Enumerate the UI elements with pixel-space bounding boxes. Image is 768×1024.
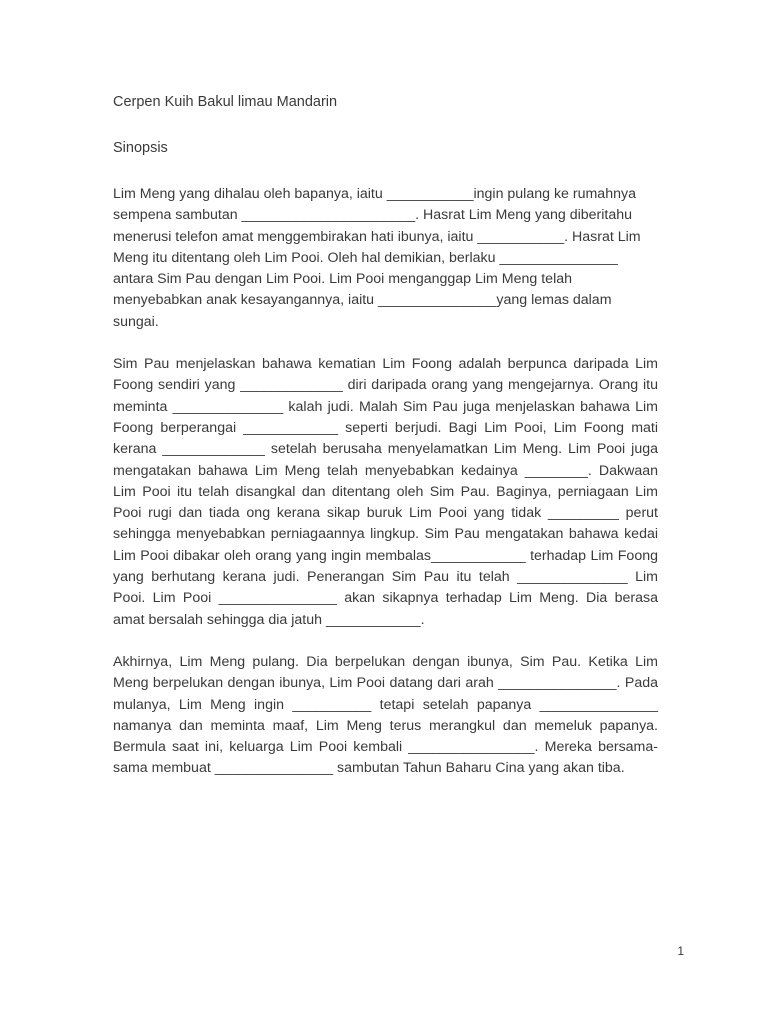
page-number: 1 <box>677 944 684 958</box>
document-body <box>113 92 658 801</box>
synopsis-heading: Sinopsis <box>113 140 168 156</box>
paragraph-1: Lim Meng yang dihalau oleh bapanya, iaitu ___________ingin pulang ke rumahnya sempena sambutan ______________________. Hasrat Lim Meng yang diberitahu menerusi telefon amat menggembirakan hati ibunya, iaitu ___________. Hasrat Lim Meng itu ditentang oleh Lim Pooi. Oleh hal demikian, berlaku _______________ antara Sim Pau dengan Lim Pooi. Lim Pooi menganggap Lim Meng telah menyebabkan anak kesayangannya, iaitu _______________yang lemas dalam sungai. <box>113 186 641 330</box>
paragraph-3: Akhirnya, Lim Meng pulang. Dia berpelukan dengan ibunya, Sim Pau. Ketika Lim Meng berpelukan dengan ibunya, Lim Pooi datang dari arah _______________. Pada mulanya, Lim Meng ingin __________ tetapi setelah papanya _______________ namanya dan meminta maaf, Lim Meng terus merangkul dan memeluk papanya. Bermula saat ini, keluarga Lim Pooi kembali ________________. Mereka bersama-sama membuat _______________ sambutan Tahun Baharu Cina yang akan tiba. <box>113 653 658 777</box>
document-title: Cerpen Kuih Bakul limau Mandarin <box>113 94 338 110</box>
paragraph-2: Sim Pau menjelaskan bahawa kematian Lim Foong adalah berpunca daripada Lim Foong sendiri yang _____________ diri daripada orang yang mengejarnya. Orang itu meminta ______________ kalah judi. Malah Sim Pau juga menjelaskan bahawa Lim Foong berperangai ____________ seperti berjudi. Bagi Lim Pooi, Lim Foong mati kerana _____________ setelah berusaha menyelamatkan Lim Meng. Lim Pooi juga mengatakan bahawa Lim Meng telah menyebabkan kedainya ________. Dakwaan Lim Pooi itu telah disangkal dan ditentang oleh Sim Pau. Baginya, perniagaan Lim Pooi rugi dan tiada ong kerana sikap buruk Lim Pooi yang tidak _________ perut sehingga menyebabkan perniagaannya lingkup. Sim Pau mengatakan bahawa kedai Lim Pooi dibakar oleh orang yang ingin membalas____________ terhadap Lim Foong yang berhutang kerana judi. Penerangan Sim Pau itu telah ______________ Lim Pooi. Lim Pooi _______________ akan sikapnya terhadap Lim Meng. Dia berasa amat bersalah sehingga dia jatuh ____________. <box>113 356 658 628</box>
